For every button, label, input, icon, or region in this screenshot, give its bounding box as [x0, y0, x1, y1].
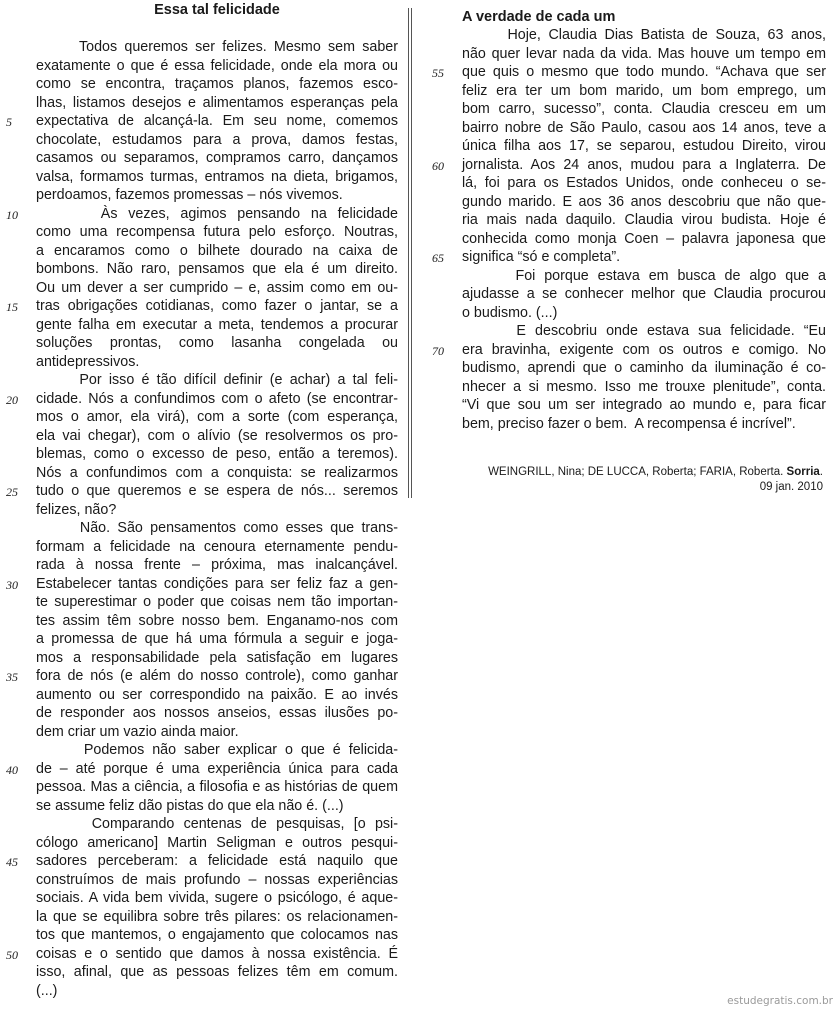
text-line: cidade. Nós a confundimos com o afeto (se encontrar- [36, 390, 398, 407]
text-line: expectativa de alcançá-la. Em seu nome, comemos [36, 113, 398, 129]
watermark: estudegratis.com.br [727, 995, 833, 1007]
citation-period: . [819, 466, 823, 478]
text-line: de – até porque é uma experiência única para cada [36, 760, 398, 777]
text-line: fora de nós (e além do nosso controle), como ganhar [36, 668, 398, 684]
text-line: casamos ou separamos, compramos carro, dançamos [36, 150, 398, 166]
line-number: 65 [432, 251, 444, 265]
text-line: Comparando centenas de pesquisas, [o psi- [36, 816, 398, 832]
text-line: sociais. A vida bem vivida, sugere o psicólogo, é aque- [36, 890, 398, 906]
right-column [462, 0, 826, 433]
text-line: la que se equilibra sobre três pilares: os relacionamen- [36, 908, 398, 925]
text-line: significa “só e completa”. [462, 249, 621, 265]
line-number: 60 [432, 158, 444, 173]
text-line: Estabelecer tantas condições para ser feliz faz a gen- [36, 575, 398, 592]
text-line: era bravinha, exigente com os outros e comigo. No [462, 341, 826, 358]
text-line: aumento ou ser correspondido na paixão. E ao invés [36, 686, 398, 703]
text-line: tes assim têm sobre nosso bem. Enganamo-nos com [36, 612, 398, 629]
text-line: pessoa. Mas a ciência, a filosofia e as histórias de quem [36, 779, 398, 795]
text-line: exatamente o que é essa felicidade, onde ela mora ou [36, 57, 398, 74]
line-number: 10 [6, 207, 18, 222]
left-text-body [36, 38, 398, 1000]
text-line: não quer levar nada da vida. Mas houve um tempo em [462, 45, 826, 62]
text-line: bem, preciso fazer o bem. A recompensa é incrível”. [462, 415, 796, 432]
text-line: tudo o que queremos e se espera de nós... seremos [36, 483, 398, 499]
text-line: Nós a confundimos com a conquista: se realizarmos [36, 464, 398, 481]
text-line: ela vai chegar), com o alívio (se resolvermos os pro- [36, 427, 398, 444]
text-line: tras obrigações cotidianas, como fazer o jantar, se a [36, 298, 398, 314]
text-line: ajudasse a se conhecer melhor que Claudia procurou [462, 286, 826, 302]
text-line: como uma recompensa futura pelo esforço. Noutras, [36, 224, 398, 240]
text-line: chocolate, estudamos para a prova, damos festas, [36, 131, 398, 148]
text-line: Por isso é tão difícil definir (e achar) a tal feli- [36, 372, 398, 388]
line-number: 5 [6, 115, 12, 129]
text-line: (...) [36, 982, 58, 999]
text-line: bom carro, sucesso”, conta. Claudia cresceu em um [462, 101, 826, 117]
text-line: sadores perceberam: a felicidade está naquilo que [36, 853, 398, 869]
text-line: tos que mantemos, o engajamento que colocamos nas [36, 927, 398, 943]
text-line: Ou um dever a ser cumprido – e, assim como em ou- [36, 279, 398, 296]
text-line: conhecida como monja Coen – palavra japonesa que [462, 230, 826, 247]
text-line: lhas, listamos desejos e alimentamos esperanças pela [36, 94, 398, 111]
text-line: de responder aos nossos anseios, essas ilusões po- [36, 705, 398, 721]
text-line: Todos queremos ser felizes. Mesmo sem saber [36, 39, 398, 55]
text-line: ria mais nada daquilo. Claudia virou budista. Hoje é [462, 212, 826, 228]
text-line: coisas e o sentido que damos à nossa existência. É [36, 945, 398, 962]
text-line: mos o amor, ela virá), com a sorte (com esperança, [36, 409, 398, 425]
text-line: “Vi que sou um ser integrado ao mundo e, para ficar [462, 397, 826, 413]
text-line: gundo marido. E aos 36 anos descobriu que não que- [462, 193, 826, 210]
text-line: como se encontra, traçamos planos, fazemos esco- [36, 76, 398, 92]
line-number: 15 [6, 300, 18, 314]
text-line: a promessa de que há uma fórmula a seguir e joga- [36, 631, 398, 647]
citation [466, 465, 823, 495]
text-line: formam a felicidade na cenoura eternamente pendu- [36, 538, 398, 555]
text-line: blemas, como o excesso de peso, então a teremos). [36, 446, 398, 462]
line-number: 25 [6, 485, 18, 499]
text-line: única filha aos 17, se separou, estudou Direito, virou [462, 138, 826, 154]
text-line: construímos de mais profundo – nossas experiências [36, 871, 398, 888]
text-line: mos a responsabilidade pela satisfação em lugares [36, 649, 398, 666]
citation-date: 09 jan. 2010 [759, 481, 823, 493]
article-title-right: A verdade de cada um [462, 9, 616, 25]
line-number: 40 [6, 762, 18, 777]
text-line: Podemos não saber explicar o que é felicida- [36, 742, 398, 758]
text-line: que quis o mesmo que todo mundo. “Achava que ser [462, 64, 826, 80]
line-number: 45 [6, 855, 18, 869]
article-title-left: Essa tal felicidade [154, 2, 280, 18]
left-column [36, 0, 398, 1000]
text-line: valsa, formamos turmas, entramos na dieta, brigamos, [36, 168, 398, 185]
line-number: 50 [6, 947, 18, 962]
column-divider [408, 8, 412, 498]
citation-source: Sorria [786, 466, 820, 478]
text-line: antidepressivos. [36, 353, 140, 370]
text-line: Não. São pensamentos como esses que trans- [36, 520, 398, 536]
text-line: rada à nossa frente – próxima, mas inalcançável. [36, 557, 398, 573]
line-number: 35 [6, 670, 18, 684]
text-line: se assume feliz dão pistas do que ela não é. (...) [36, 797, 344, 814]
text-line: perdoamos, fazemos promessas – nós vivemos. [36, 187, 343, 203]
right-text-body [462, 26, 826, 433]
text-line: Às vezes, agimos pensando na felicidade [36, 205, 398, 222]
text-line: felizes, não? [36, 501, 117, 518]
text-line: nhecer a si mesmo. Isso me trouxe plenitude”, conta. [462, 378, 826, 395]
text-line: Hoje, Claudia Dias Batista de Souza, 63 anos, [462, 27, 826, 43]
text-line: lá, foi para os Estados Unidos, onde conheceu o se- [462, 175, 826, 191]
text-line: E descobriu onde estava sua felicidade. “Eu [462, 323, 826, 339]
text-line: Foi porque estava em busca de algo que a [462, 267, 826, 284]
text-line: gente falha em executar a meta, tendemos a procurar [36, 316, 398, 333]
text-line: cólogo americano] Martin Seligman e outros pesqui- [36, 834, 398, 851]
line-number: 70 [432, 343, 444, 358]
text-line: bairro nobre de São Paulo, casou aos 14 anos, teve a [462, 119, 826, 136]
line-number: 20 [6, 392, 18, 407]
text-line: budismo, aprendi que o caminho da iluminação é co- [462, 360, 826, 376]
text-line: feliz era ter um bom marido, um bom emprego, um [462, 82, 826, 99]
text-line: soluções prontas, como lasanha congelada ou [36, 335, 398, 351]
text-line: o budismo. (...) [462, 304, 558, 321]
citation-authors: WEINGRILL, Nina; DE LUCCA, Roberta; FARIA, Roberta. [488, 466, 784, 478]
text-line: te superestimar o poder que coisas nem tão importan- [36, 594, 398, 610]
text-line: dem criar um vazio ainda maior. [36, 723, 239, 740]
line-number: 30 [6, 577, 18, 592]
text-line: isso, afinal, que as pessoas felizes têm em comum. [36, 964, 398, 980]
line-number: 55 [432, 66, 444, 80]
text-line: a encaramos como o bilhete dourado na caixa de [36, 242, 398, 259]
text-line: jornalista. Aos 24 anos, mudou para a Inglaterra. De [462, 156, 826, 173]
text-line: bombons. Não raro, pensamos que ela é um direito. [36, 261, 398, 277]
